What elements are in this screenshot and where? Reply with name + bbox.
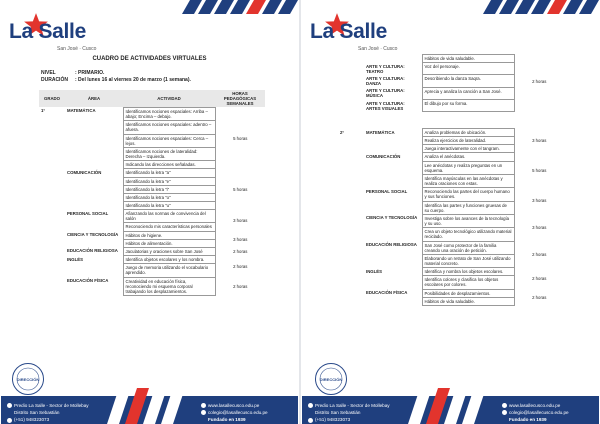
activity-cell: Identificamos nociones espaciales: Cerca – lejos. — [123, 134, 215, 147]
activity-cell: Hábitos de vida saludable. — [422, 297, 514, 305]
activity-cell: Lee anécdotas y realiza preguntas en un esquema. — [422, 161, 514, 174]
grade-cell — [39, 277, 65, 295]
area-cell: MATEMÁTICA — [366, 129, 395, 135]
footer-email: colegio@lasallecusco.edu.pe — [509, 410, 569, 416]
table-row — [39, 256, 265, 264]
page-footer — [302, 396, 599, 424]
activity-cell: Identificamos nociones espaciales: adentro – afuera. — [123, 121, 215, 134]
table-row — [338, 63, 564, 75]
globe-icon — [201, 403, 206, 408]
activity-cell: Identificamos nociones de lateralidad: Derecha – Izquierda. — [123, 147, 215, 160]
grade-cell — [338, 241, 364, 268]
activity-cell: Investiga sobre los avances de la tecnología y su uso. — [422, 214, 514, 227]
mail-icon — [201, 410, 206, 415]
hours-cell: 3 horas — [233, 217, 248, 223]
grade-cell — [39, 231, 65, 247]
grade-cell — [39, 169, 65, 210]
activity-cell: Analiza problemas de ubicación. — [422, 129, 514, 137]
activity-cell: Aprecia y analiza la canción a San José. — [422, 87, 514, 99]
table-row — [338, 100, 564, 112]
hours-cell — [514, 63, 564, 75]
table-row — [338, 75, 564, 87]
grade-cell — [39, 247, 65, 255]
grade-cell — [338, 87, 364, 99]
hours-cell: 2 horas — [233, 248, 248, 254]
area-cell: ARTE Y CULTURA: TEATRO — [366, 63, 405, 74]
footer-web: www.lasallecusco.edu.pe — [509, 403, 561, 408]
activity-cell: Jaculatorias y oraciones sobre San José — [123, 247, 215, 255]
school-logo — [9, 10, 139, 50]
footer-address: Predio La Salle - Sector de Mollebay — [315, 403, 390, 408]
header-stripes — [481, 0, 599, 14]
hours-cell: 2 horas — [233, 263, 248, 269]
grade-cell — [338, 188, 364, 215]
hours-cell: 5 horas — [233, 186, 248, 192]
area-cell: PERSONAL SOCIAL — [366, 188, 408, 194]
location-icon — [7, 403, 12, 408]
area-cell: PERSONAL SOCIAL — [67, 210, 109, 216]
table-row — [338, 268, 564, 276]
hours-cell: 5 horas — [233, 135, 248, 141]
activity-cell: Identifica colores y clasifica los objetos escolares por colores. — [422, 276, 514, 289]
table-row — [338, 87, 564, 99]
table-row — [39, 231, 265, 239]
duracion-line — [41, 77, 191, 83]
area-cell: CIENCIA Y TECNOLOGÍA — [366, 215, 418, 221]
grade-cell — [338, 153, 364, 188]
footer-contact-block — [502, 402, 569, 423]
area-cell: INGLÉS — [67, 256, 83, 262]
grade-cell — [39, 210, 65, 231]
header-grado: GRADO — [39, 90, 65, 107]
area-cell: EDUCACIÓN RELIGIOSA — [366, 242, 417, 247]
grade-cell — [338, 268, 364, 289]
area-cell: EDUCACIÓN RELIGIOSA — [67, 248, 118, 254]
header-horas: HORAS PEDAGÓGICAS SEMANALES — [215, 90, 265, 107]
nivel-line — [41, 70, 104, 76]
seal-center: DIRECCIÓN — [16, 377, 40, 382]
hours-cell: 3 horas — [532, 225, 547, 231]
page-footer — [1, 396, 298, 424]
grade-cell: 2° — [340, 129, 345, 135]
activities-table-page-1 — [39, 90, 265, 296]
area-cell: ARTE Y CULTURA: ARTES VISUALES — [366, 100, 405, 111]
hours-cell: 2 horas — [532, 78, 547, 84]
footer-founded: Fundado en 1939 — [509, 417, 547, 423]
area-cell: CIENCIA Y TECNOLOGÍA — [67, 232, 119, 238]
grade-cell — [338, 214, 364, 241]
activity-cell: Afianzando las normas de convivencia del salón — [123, 210, 215, 223]
area-cell: COMUNICACIÓN — [67, 169, 102, 175]
footer-phone: (+51) 948323073 — [315, 417, 351, 423]
activity-cell: Voz del personaje. — [422, 63, 514, 75]
activity-cell: Hábitos de higiene. — [123, 231, 215, 239]
footer-address: Predio La Salle - Sector de Mollebay — [14, 403, 89, 408]
phone-icon — [7, 418, 12, 423]
hours-cell: 2 horas — [532, 251, 547, 257]
activity-cell: Crea un objeto tecnológico utilizando material reciclado. — [422, 228, 514, 241]
footer-email: colegio@lasallecusco.edu.pe — [208, 410, 268, 416]
footer-contact-block — [201, 402, 268, 423]
nivel-value: : PRIMARIO. — [75, 70, 105, 76]
header-stripes — [180, 0, 298, 14]
footer-address-block — [7, 402, 89, 423]
table-row — [39, 277, 265, 295]
activity-cell: Analiza el anécdotas. — [422, 153, 514, 161]
footer-district: Distrito San Sebastián — [14, 410, 60, 416]
hours-cell — [514, 55, 564, 63]
hours-cell: 5 horas — [532, 167, 547, 173]
area-cell: ARTE Y CULTURA: DANZA — [366, 75, 405, 87]
area-cell — [364, 55, 422, 63]
globe-icon — [502, 403, 507, 408]
school-seal — [314, 362, 348, 396]
grade-cell — [338, 63, 364, 75]
table-row — [39, 210, 265, 223]
activity-cell: Reconociendo las partes del cuerpo humano y sus funciones. — [422, 188, 514, 201]
logo-text: La Salle — [310, 20, 387, 43]
duracion-value: : Del lunes 16 al viernes 20 de marzo (1 semana). — [75, 77, 191, 83]
table-row — [338, 289, 564, 297]
footer-founded: Fundado en 1939 — [208, 417, 246, 423]
table-row — [338, 241, 564, 254]
grade-cell — [39, 256, 65, 277]
activity-cell: Identificando la letra "e" — [123, 177, 215, 185]
activity-cell: Identifica mayúsculas en las anécdotas y realiza oraciones con estas. — [422, 174, 514, 187]
footer-stripes — [101, 388, 191, 424]
activity-cell: El dibujo por su forma. — [422, 100, 514, 112]
hours-cell: 3 horas — [233, 236, 248, 242]
table-row — [338, 129, 564, 137]
seal-center: DIRECCIÓN — [319, 377, 343, 382]
activity-cell: San José como protector de la familia creando una oración de petición. — [422, 241, 514, 254]
activity-cell: Identificamos nociones espaciales: Arriba – abajo; Encima – debajo. — [123, 107, 215, 120]
footer-phone: (+51) 948323073 — [14, 417, 50, 423]
activity-cell: Hábitos de vida saludable. — [422, 55, 514, 63]
activity-cell: Describiendo la danza Saqra. — [422, 75, 514, 87]
footer-district: Distrito San Sebastián — [315, 410, 361, 416]
mail-icon — [502, 410, 507, 415]
table-row — [39, 107, 265, 120]
activity-cell: Identifica y nombra los objetos escolares. — [422, 268, 514, 276]
activity-cell: Identificando la letra "i" — [123, 185, 215, 193]
grade-cell — [338, 75, 364, 87]
area-cell: MATEMÁTICA — [67, 108, 96, 114]
location-icon — [308, 403, 313, 408]
activity-cell: Identificando la letra "o" — [123, 193, 215, 201]
activity-cell: Identificando la letra "a" — [123, 169, 215, 177]
grade-cell — [338, 289, 364, 305]
grade-cell — [338, 100, 364, 112]
activity-cell: Elaborando un retrato de San José utilizando material concreto. — [422, 254, 514, 267]
activity-cell: Identificando la letra "u" — [123, 202, 215, 210]
table-row — [338, 188, 564, 201]
area-cell: COMUNICACIÓN — [366, 153, 401, 159]
table-row — [338, 153, 564, 161]
hours-cell — [514, 100, 564, 112]
page-1 — [1, 0, 298, 424]
header-actividad: ACTIVIDAD — [123, 90, 215, 107]
activity-cell: Realiza ejercicios de lateralidad. — [422, 137, 514, 145]
logo-subtitle: San José · Cusco — [358, 46, 398, 52]
grade-cell: 1° — [41, 108, 46, 114]
logo-subtitle: San José · Cusco — [57, 46, 97, 52]
area-cell: ARTE Y CULTURA: MÚSICA — [366, 88, 405, 99]
hours-cell — [514, 87, 564, 99]
table-row — [39, 169, 265, 177]
grade-cell — [338, 55, 364, 63]
duracion-label: DURACIÓN — [41, 77, 68, 83]
activity-cell: Posibilidades de desplazamientos. — [422, 289, 514, 297]
activity-cell: Creatividad en educación física, reconociendo mi esquema corporal trabajando los desplazamientos. — [123, 277, 215, 295]
activity-cell: Indicando las direcciones señaladas. — [123, 161, 215, 169]
school-logo — [310, 10, 440, 50]
table-row — [338, 55, 564, 63]
header-area: ÁREA — [65, 90, 123, 107]
logo-text: La Salle — [9, 20, 86, 43]
table-row — [338, 214, 564, 227]
activity-cell: Juega interactivamente con el tangram. — [422, 145, 514, 153]
footer-web: www.lasallecusco.edu.pe — [208, 403, 260, 408]
hours-cell: 2 horas — [532, 275, 547, 281]
page-divider — [299, 0, 301, 424]
activities-table-page-2 — [338, 128, 564, 306]
activities-table-page-2-top — [338, 54, 564, 112]
activity-cell: Juego de memoria utilizando el vocabulario aprendido. — [123, 264, 215, 277]
hours-cell: 2 horas — [233, 283, 248, 289]
activity-cell: Reconociendo mis características personales — [123, 223, 215, 231]
footer-address-block — [308, 402, 390, 423]
activity-cell: Identifica las partes y funciones gruesas de su cuerpo. — [422, 201, 514, 214]
hours-cell: 3 horas — [532, 198, 547, 204]
table-row — [39, 247, 265, 255]
phone-icon — [308, 418, 313, 423]
hours-cell: 2 horas — [532, 294, 547, 300]
school-seal — [11, 362, 45, 396]
page-2 — [302, 0, 599, 424]
footer-stripes — [402, 388, 492, 424]
hours-cell: 3 horas — [532, 138, 547, 144]
nivel-label: NIVEL — [41, 70, 56, 76]
activity-cell: Hábitos de alimentación. — [123, 239, 215, 247]
area-cell: INGLÉS — [366, 268, 382, 274]
activity-cell: Identifica objetos escolares y los nombra. — [123, 256, 215, 264]
area-cell: EDUCACIÓN FÍSICA — [67, 278, 109, 284]
document-title: CUADRO DE ACTIVIDADES VIRTUALES — [92, 56, 207, 62]
area-cell: EDUCACIÓN FÍSICA — [366, 290, 408, 296]
